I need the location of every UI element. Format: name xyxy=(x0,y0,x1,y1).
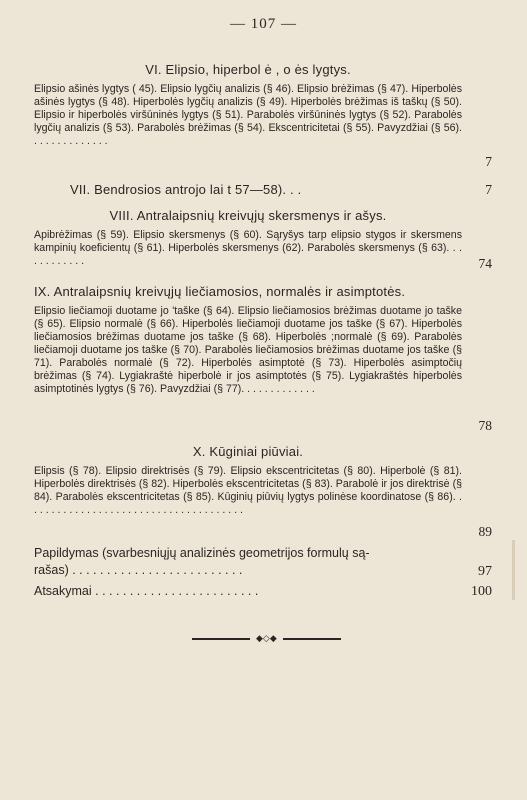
answers-label: Atsakymai . . . . . . . . . . . . . . . . . . . . . . . . xyxy=(34,584,259,598)
toc-section-ix xyxy=(34,284,462,396)
section-page-number: 89 xyxy=(478,524,492,539)
appendix-line-1: Papildymas (svarbesniųjų analizinės geometrijos formulų są- xyxy=(34,546,370,560)
section-heading: X. Kūginiai piūviai. xyxy=(192,444,304,459)
answers-page-number: 100 xyxy=(471,584,492,599)
appendix-page-number: 97 xyxy=(478,564,492,579)
section-heading: IX. Antralaipsnių kreivųjų liečiamosios, normalės ir asimptotės. xyxy=(34,284,406,299)
section-heading: VII. Bendrosios antrojo lai t 57—58). . . xyxy=(70,182,302,197)
toc-section-vi xyxy=(34,62,462,148)
appendix-line-2: rašas) . . . . . . . . . . . . . . . . . . . . . . . . . xyxy=(34,563,243,577)
section-summary: Elipsis (§ 78). Elipsio direktrisės (§ 79). Elipsio ekscentricitetas (§ 80). Hiperbolė (§ 81). Hiperbolės direktrisės (§ 82). Hiperbolės ekscentricitetas (§ 83). Parabolė ir jos direktrisė (§ 84). Parabolės ekscentricitetas (§ 85). Kūginių piūvių lygtys polinėse koordinatose (§ 86). . . . . . . . . . . . . . . . . . . . . . . . . . . . . . . . . . . . . . xyxy=(34,465,462,516)
section-page-number: 74 xyxy=(478,256,492,271)
section-summary: Elipsio ašinės lygtys ( 45). Elipsio lygčių analizis (§ 46). Elipsio brėžimas (§ 47). Hiperbolės ašinės lygtys (§ 48). Hiperbolės lygčių analizis (§ 49). Hiperbolės brėžimas iš taškų (§ 50). Elipsio ir hiperbolės viršūninės lygtys (§ 51). Parabolės viršūninės lygtys (§ 52). Parabolės lygčių analizis (§ 53). Parabolės brėžimas (§ 54). Ekscentricitetai (§ 55). Pavyzdžiai (§ 56). . . . . . . . . . . . . . xyxy=(34,83,462,147)
section-page-number: 7 xyxy=(485,154,492,169)
toc-section-vii xyxy=(34,182,462,197)
section-summary: Apibrėžimas (§ 59). Elipsio skersmenys (§ 60). Sąryšys tarp elipsio stygos ir skersmens kampinių koeficientų (§ 61). Hiperbolės skersmenys (62). Parabolės skersmenys (§ 63). . . . . . . . . . . . xyxy=(34,229,462,267)
section-page-number: 7 xyxy=(485,182,492,197)
toc-answers xyxy=(34,584,462,598)
page-edge-shadow xyxy=(512,540,515,600)
toc-section-x xyxy=(34,444,462,517)
section-page-number: 78 xyxy=(478,418,492,433)
page-number: — 107 — xyxy=(230,16,297,32)
diamond-ornament-icon: ◆◇◆ xyxy=(256,633,277,643)
toc-section-viii xyxy=(34,208,462,268)
decorative-rule xyxy=(0,633,527,643)
toc-appendix xyxy=(34,546,462,577)
section-summary: Elipsio liečiamoji duotame jo 'taške (§ 64). Elipsio liečiamosios brėžimas duotame jo taške (§ 65). Elipsio normalė (§ 66). Hiperbolės liečiamoji duotame jos taške (§ 67). Hiperbolės liečiamosios brėžimas duotame jos taške (§ 68). Hiperbolės ;normalė (§ 69). Parabolės liečiamoji duotame jos taške (§ 70). Parabolės liečiamosios brėžimas duotame jos taške (§ 71). Parabolės normalė (§ 72). Hiperbolės asimptotė (§ 73). Hiperbolės asimptočių brėžimas (§ 74). Lygiakraštė hiperbolė ir jos asimptotės (§ 75). Lygiakraštės hiperbolės asimptotinės lygtys (§ 76). Pavyzdžiai (§ 77). . . . . . . . . . . . . xyxy=(34,305,462,395)
section-heading: VI. Elipsio, hiperbol ė , o ės lygtys. xyxy=(145,62,351,77)
section-heading: VIII. Antralaipsnių kreivųjų skersmenys ir ašys. xyxy=(109,208,387,223)
